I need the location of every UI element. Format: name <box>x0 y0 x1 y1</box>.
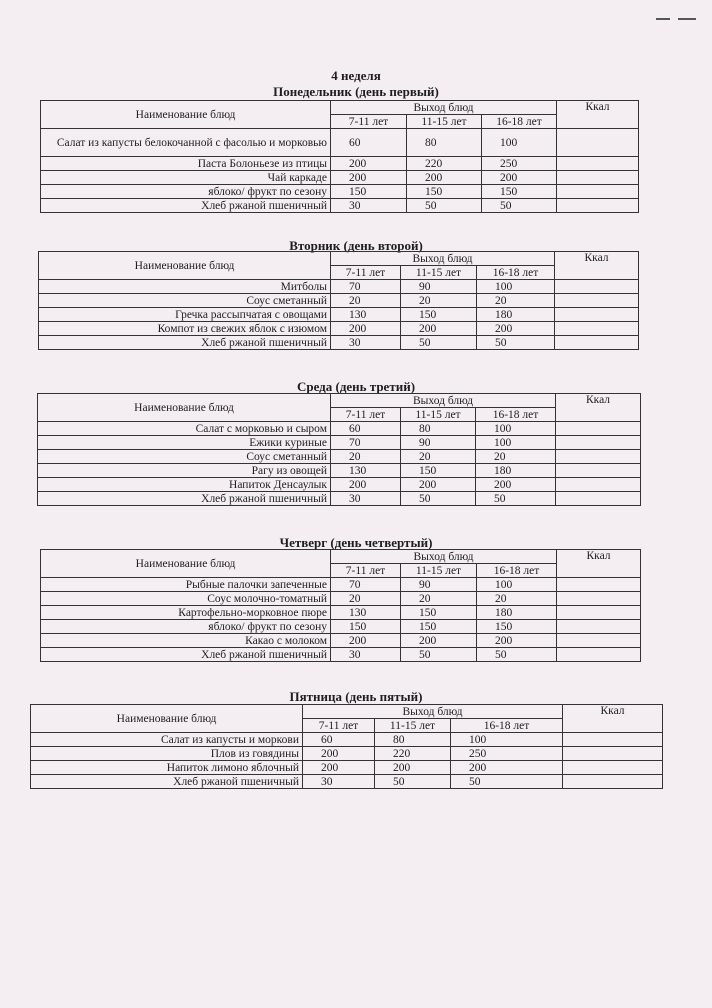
kcal-header: Ккал <box>557 101 639 129</box>
table-row <box>38 436 641 450</box>
kcal-value <box>557 171 639 185</box>
dish-name: Какао с молоком <box>41 634 331 648</box>
portion-value: 20 <box>331 592 401 606</box>
portion-value: 150 <box>477 620 557 634</box>
portion-value: 80 <box>375 733 451 747</box>
header-row <box>41 550 641 564</box>
kcal-value <box>557 129 639 157</box>
age-group-header: 16-18 лет <box>477 564 557 578</box>
age-group-header: 7-11 лет <box>331 564 401 578</box>
portion-value: 200 <box>482 171 557 185</box>
table-row <box>39 280 639 294</box>
portion-value: 50 <box>401 648 477 662</box>
kcal-value <box>563 733 663 747</box>
dish-name: Соус сметанный <box>38 450 331 464</box>
table-row <box>41 578 641 592</box>
table-row <box>41 620 641 634</box>
portion-value: 180 <box>477 308 555 322</box>
kcal-value <box>557 185 639 199</box>
portion-value: 20 <box>401 450 476 464</box>
age-group-header: 11-15 лет <box>401 266 477 280</box>
dish-name: Митболы <box>39 280 331 294</box>
portion-value: 90 <box>401 280 477 294</box>
portion-value: 20 <box>401 592 477 606</box>
table-row <box>39 322 639 336</box>
portion-value: 100 <box>451 733 563 747</box>
dish-name: Соус сметанный <box>39 294 331 308</box>
dish-name: Гречка рассыпчатая с овощами <box>39 308 331 322</box>
portion-value: 50 <box>407 199 482 213</box>
table-row <box>38 478 641 492</box>
kcal-value <box>556 478 641 492</box>
day-title: Пятница (день пятый) <box>289 689 423 704</box>
portion-value: 150 <box>401 464 476 478</box>
table-row <box>41 129 639 157</box>
portion-value: 50 <box>401 492 476 506</box>
kcal-header: Ккал <box>563 705 663 733</box>
dish-name: Напиток Денсаулык <box>38 478 331 492</box>
portion-value: 200 <box>477 634 557 648</box>
portion-value: 70 <box>331 578 401 592</box>
table-row <box>31 747 663 761</box>
portion-value: 100 <box>476 436 556 450</box>
portion-value: 20 <box>477 592 557 606</box>
dish-name: Хлеб ржаной пшеничный <box>31 775 303 789</box>
age-group-header: 11-15 лет <box>375 719 451 733</box>
portion-value: 150 <box>407 185 482 199</box>
portion-value: 50 <box>375 775 451 789</box>
portion-value: 50 <box>482 199 557 213</box>
header-row <box>39 252 639 266</box>
portion-value: 220 <box>407 157 482 171</box>
portion-value: 130 <box>331 606 401 620</box>
dish-name: Плов из говядины <box>31 747 303 761</box>
portion-value: 50 <box>477 336 555 350</box>
portion-value: 150 <box>331 185 407 199</box>
portion-value: 70 <box>331 280 401 294</box>
portion-value: 30 <box>331 648 401 662</box>
portion-value: 100 <box>482 129 557 157</box>
dish-name: Рыбные палочки запеченные <box>41 578 331 592</box>
day-title: Понедельник (день первый) <box>273 84 439 99</box>
portion-value: 200 <box>476 478 556 492</box>
portion-value: 100 <box>476 422 556 436</box>
age-group-header: 11-15 лет <box>407 115 482 129</box>
kcal-value <box>557 592 641 606</box>
portion-value: 150 <box>401 620 477 634</box>
kcal-value <box>556 492 641 506</box>
table-row <box>31 761 663 775</box>
header-row <box>41 101 639 115</box>
dish-name: Хлеб ржаной пшеничный <box>41 648 331 662</box>
table-row <box>41 185 639 199</box>
portion-value: 200 <box>331 171 407 185</box>
table-row <box>38 492 641 506</box>
kcal-value <box>555 294 639 308</box>
kcal-value <box>555 336 639 350</box>
kcal-value <box>557 620 641 634</box>
dish-name: Салат с морковью и сыром <box>38 422 331 436</box>
kcal-value <box>555 280 639 294</box>
portion-value: 20 <box>331 450 401 464</box>
table-row <box>41 634 641 648</box>
portion-value: 200 <box>477 322 555 336</box>
dish-name-header: Наименование блюд <box>41 550 331 578</box>
table-row <box>38 422 641 436</box>
portion-value: 200 <box>401 322 477 336</box>
kcal-value <box>556 464 641 478</box>
kcal-value <box>563 761 663 775</box>
dish-name: Хлеб ржаной пшеничный <box>41 199 331 213</box>
dish-name: Соус молочно-томатный <box>41 592 331 606</box>
kcal-value <box>557 648 641 662</box>
kcal-value <box>556 436 641 450</box>
table-row <box>39 294 639 308</box>
table-row <box>38 464 641 478</box>
age-group-header: 16-18 лет <box>476 408 556 422</box>
portion-value: 200 <box>303 747 375 761</box>
portion-value: 150 <box>331 620 401 634</box>
table-row <box>41 606 641 620</box>
portion-value: 50 <box>401 336 477 350</box>
portion-value: 80 <box>407 129 482 157</box>
portion-value: 60 <box>331 129 407 157</box>
portion-value: 30 <box>331 336 401 350</box>
age-group-header: 16-18 лет <box>482 115 557 129</box>
kcal-value <box>555 308 639 322</box>
kcal-value <box>557 199 639 213</box>
age-group-header: 7-11 лет <box>331 115 407 129</box>
portion-value: 60 <box>331 422 401 436</box>
header-row <box>31 705 663 719</box>
kcal-value <box>556 422 641 436</box>
table-row <box>31 775 663 789</box>
table-row <box>38 450 641 464</box>
portion-value: 150 <box>401 606 477 620</box>
portion-value: 150 <box>401 308 477 322</box>
portion-value: 50 <box>476 492 556 506</box>
dish-name: яблоко/ фрукт по сезону <box>41 620 331 634</box>
portion-value: 20 <box>401 294 477 308</box>
output-header: Выход блюд <box>331 550 557 564</box>
age-group-header: 11-15 лет <box>401 408 476 422</box>
portion-value: 200 <box>331 157 407 171</box>
table-row <box>39 336 639 350</box>
portion-value: 30 <box>303 775 375 789</box>
portion-value: 150 <box>482 185 557 199</box>
portion-value: 100 <box>477 280 555 294</box>
portion-value: 200 <box>303 761 375 775</box>
kcal-value <box>557 606 641 620</box>
output-header: Выход блюд <box>331 101 557 115</box>
portion-value: 250 <box>451 747 563 761</box>
dish-name-header: Наименование блюд <box>31 705 303 733</box>
day-menu-table <box>40 100 639 213</box>
dish-name: яблоко/ фрукт по сезону <box>41 185 331 199</box>
portion-value: 50 <box>451 775 563 789</box>
portion-value: 70 <box>331 436 401 450</box>
portion-value: 20 <box>476 450 556 464</box>
portion-value: 130 <box>331 308 401 322</box>
portion-value: 200 <box>331 478 401 492</box>
day-title: Вторник (день второй) <box>289 238 423 253</box>
dish-name: Салат из капусты белокочанной с фасолью и морковью <box>41 129 331 157</box>
portion-value: 200 <box>331 634 401 648</box>
age-group-header: 16-18 лет <box>477 266 555 280</box>
portion-value: 200 <box>407 171 482 185</box>
portion-value: 90 <box>401 578 477 592</box>
age-group-header: 11-15 лет <box>401 564 477 578</box>
portion-value: 200 <box>401 634 477 648</box>
portion-value: 220 <box>375 747 451 761</box>
dish-name: Рагу из овощей <box>38 464 331 478</box>
dish-name: Картофельно-морковное пюре <box>41 606 331 620</box>
dish-name: Паста Болоньезе из птицы <box>41 157 331 171</box>
portion-value: 250 <box>482 157 557 171</box>
dish-name: Хлеб ржаной пшеничный <box>39 336 331 350</box>
output-header: Выход блюд <box>331 252 555 266</box>
output-header: Выход блюд <box>331 394 556 408</box>
portion-value: 20 <box>331 294 401 308</box>
dish-name-header: Наименование блюд <box>39 252 331 280</box>
age-group-header: 7-11 лет <box>331 408 401 422</box>
dish-name: Напиток лимоно яблочный <box>31 761 303 775</box>
portion-value: 80 <box>401 422 476 436</box>
kcal-header: Ккал <box>556 394 641 422</box>
dish-name-header: Наименование блюд <box>38 394 331 422</box>
dish-name: Ежики куриные <box>38 436 331 450</box>
table-row <box>41 592 641 606</box>
table-row <box>39 308 639 322</box>
day-title: Четверг (день четвертый) <box>279 535 433 550</box>
dish-name: Компот из свежих яблок с изюмом <box>39 322 331 336</box>
table-row <box>41 171 639 185</box>
week-title: 4 неделя <box>331 68 381 83</box>
dish-name: Чай каркаде <box>41 171 331 185</box>
header-row <box>38 394 641 408</box>
portion-value: 30 <box>331 199 407 213</box>
portion-value: 200 <box>375 761 451 775</box>
table-row <box>41 157 639 171</box>
table-row <box>41 199 639 213</box>
portion-value: 180 <box>476 464 556 478</box>
table-row <box>31 733 663 747</box>
portion-value: 200 <box>331 322 401 336</box>
day-menu-table <box>30 704 663 789</box>
day-title: Среда (день третий) <box>296 379 416 394</box>
kcal-value <box>563 747 663 761</box>
portion-value: 100 <box>477 578 557 592</box>
portion-value: 60 <box>303 733 375 747</box>
day-menu-table <box>37 393 641 506</box>
kcal-value <box>557 634 641 648</box>
kcal-value <box>556 450 641 464</box>
portion-value: 30 <box>331 492 401 506</box>
portion-value: 130 <box>331 464 401 478</box>
day-menu-table <box>38 251 639 350</box>
portion-value: 200 <box>401 478 476 492</box>
kcal-value <box>555 322 639 336</box>
dish-name: Хлеб ржаной пшеничный <box>38 492 331 506</box>
dish-name: Салат из капусты и моркови <box>31 733 303 747</box>
portion-value: 50 <box>477 648 557 662</box>
age-group-header: 7-11 лет <box>331 266 401 280</box>
dish-name-header: Наименование блюд <box>41 101 331 129</box>
kcal-value <box>557 157 639 171</box>
table-row <box>41 648 641 662</box>
portion-value: 20 <box>477 294 555 308</box>
age-group-header: 16-18 лет <box>451 719 563 733</box>
portion-value: 180 <box>477 606 557 620</box>
kcal-header: Ккал <box>555 252 639 280</box>
corner-scan-mark <box>656 18 698 24</box>
age-group-header: 7-11 лет <box>303 719 375 733</box>
output-header: Выход блюд <box>303 705 563 719</box>
day-menu-table <box>40 549 641 662</box>
kcal-value <box>563 775 663 789</box>
portion-value: 200 <box>451 761 563 775</box>
portion-value: 90 <box>401 436 476 450</box>
kcal-value <box>557 578 641 592</box>
kcal-header: Ккал <box>557 550 641 578</box>
